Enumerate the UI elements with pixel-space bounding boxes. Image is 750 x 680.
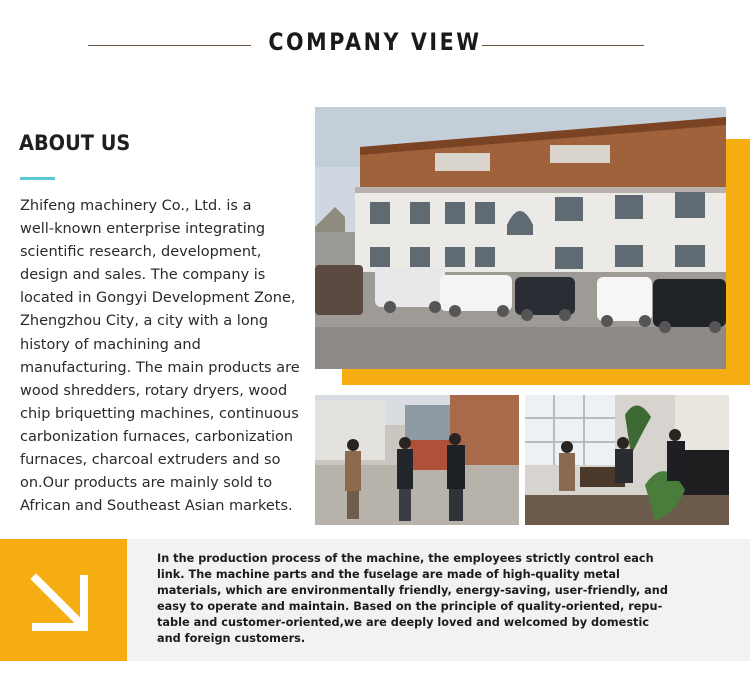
about-line: scientific research, development,	[20, 244, 262, 261]
about-line: furnaces, charcoal extruders and so	[20, 452, 281, 469]
about-line: history of machining and	[20, 336, 201, 353]
about-line: Zhifeng machinery Co., Ltd. is a	[20, 198, 252, 214]
bottom-line: link. The machine parts and the fuselage are made of high-quality metal	[157, 567, 620, 581]
about-line: manufacturing. The main products are	[20, 359, 300, 376]
bottom-line: table and customer-oriented,we are deeply loved and welcomed by domestic	[157, 615, 650, 629]
bottom-line: easy to operate and maintain. Based on the principle of quality-oriented, repu-	[157, 599, 663, 613]
page-title: COMPANY VIEW	[268, 28, 482, 56]
about-line: African and Southeast Asian markets.	[20, 498, 293, 515]
about-line: chip briquetting machines, continuous	[20, 405, 299, 422]
about-line: Zhengzhou City, a city with a long	[20, 313, 269, 330]
arrow-down-right-icon	[0, 539, 127, 661]
section-header	[0, 0, 750, 90]
factory-building-photo	[315, 107, 726, 369]
bottom-line: In the production process of the machine, the employees strictly control each	[157, 552, 654, 565]
office-meeting-photo	[525, 395, 729, 525]
about-line: carbonization furnaces, carbonization	[20, 428, 294, 445]
about-line: wood shredders, rotary dryers, wood	[20, 382, 288, 399]
about-accent-bar	[20, 177, 55, 180]
header-divider-right	[482, 45, 644, 46]
about-line: on.Our products are mainly sold to	[20, 475, 273, 492]
about-heading: ABOUT US	[19, 131, 131, 155]
about-line: well-known enterprise integrating	[20, 221, 266, 238]
about-paragraph	[20, 195, 314, 518]
arrow-box	[0, 539, 127, 661]
about-line: design and sales. The company is	[20, 267, 266, 284]
outdoor-visit-photo	[315, 395, 519, 525]
bottom-line: and foreign customers.	[157, 631, 306, 645]
bottom-line: materials, which are environmentally friendly, energy-saving, user-friendly, and	[157, 583, 668, 597]
about-line: located in Gongyi Development Zone,	[20, 290, 296, 307]
bottom-paragraph	[157, 551, 697, 646]
